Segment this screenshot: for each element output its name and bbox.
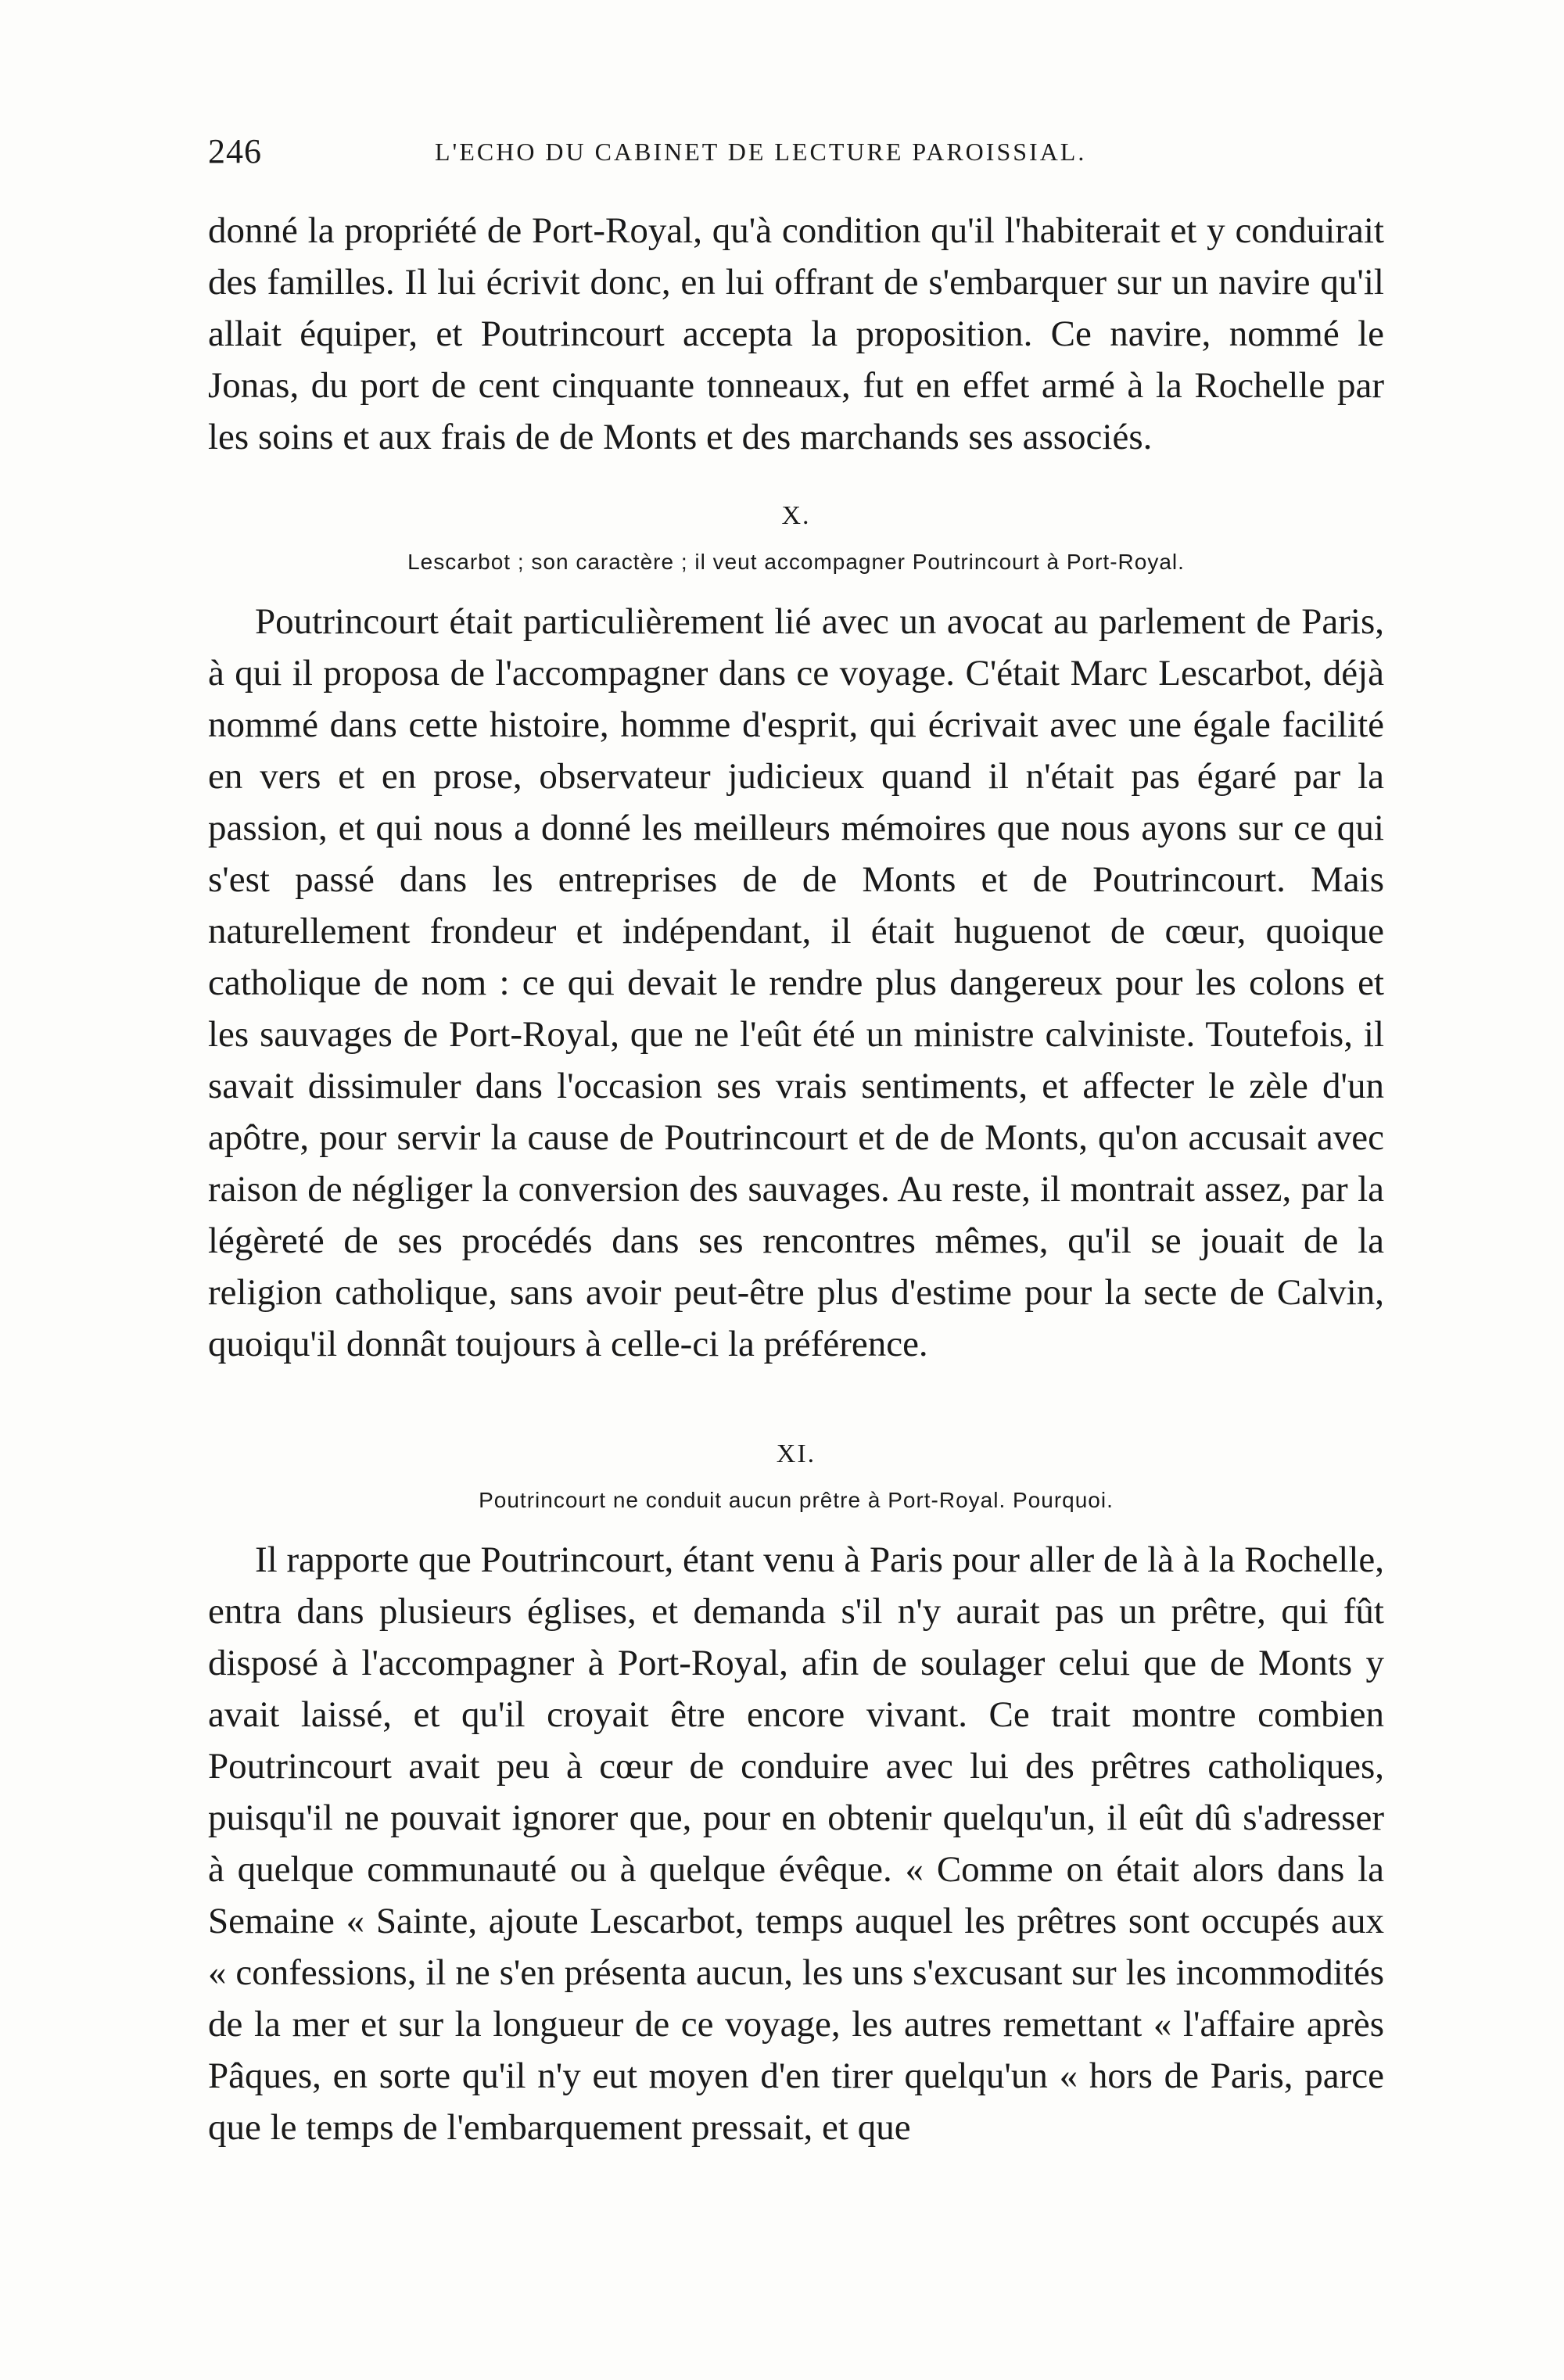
section-gap	[208, 1370, 1384, 1401]
page-body	[208, 205, 1384, 2153]
page-number: 246	[208, 132, 262, 170]
section-xi-summary: Poutrincourt ne conduit aucun prêtre à Port-Royal. Pourquoi.	[479, 1488, 1114, 1512]
running-title: L'ECHO DU CABINET DE LECTURE PAROISSIAL.	[435, 138, 1087, 166]
intro-paragraph: donné la propriété de Port-Royal, qu'à condition qu'il l'habiterait et y conduirait des familles. Il lui écrivit donc, en lui offrant de s'embarquer sur un navire qu'il allait équiper, et Poutrincourt accepta la proposition. Ce navire, nommé le Jonas, du port de cent cinquante tonneaux, fut en effet armé à la Rochelle par les soins et aux frais de de Monts et des marchands ses associés.	[208, 210, 1384, 457]
section-xi-paragraph: Il rapporte que Poutrincourt, étant venu à Paris pour aller de là à la Rochelle, entra dans plusieurs églises, et demanda s'il n'y aurait pas un prêtre, qui fût disposé à l'accompagner à Port-Royal, afin de soulager celui que de Monts y avait laissé, et qu'il croyait être encore vivant. Ce trait montre combien Poutrincourt avait peu à cœur de conduire avec lui des prêtres catholiques, puisqu'il ne pouvait ignorer que, pour en obtenir quelqu'un, il eût dû s'adresser à quelque communauté ou à quelque évêque. « Comme on était alors dans la Semaine « Sainte, ajoute Lescarbot, temps auquel les prêtres sont occupés aux « confessions, il ne s'en présenta aucun, les uns s'excusant sur les incommodités de la mer et sur la longueur de ce voyage, les autres remettant « l'affaire après Pâques, en sorte qu'il n'y eut moyen d'en tirer quelqu'un « hors de Paris, parce que le temps de l'embarquement pressait, et que	[208, 1539, 1384, 2148]
section-x-paragraph: Poutrincourt était particulièrement lié avec un avocat au parlement de Paris, à qui il proposa de l'accompagner dans ce voyage. C'était Marc Lescarbot, déjà nommé dans cette histoire, homme d'esprit, qui écrivait avec une égale facilité en vers et en prose, observateur judicieux quand il n'était pas égaré par la passion, et qui nous a donné les meilleurs mémoires que nous ayons sur ce qui s'est passé dans les entreprises de de Monts et de Poutrincourt. Mais naturellement frondeur et indépendant, il était huguenot de cœur, quoique catholique de nom : ce qui devait le rendre plus dangereux pour les colons et les sauvages de Port-Royal, que ne l'eût été un ministre calviniste. Toutefois, il savait dissimuler dans l'occasion ses vrais sentiments, et affecter le zèle d'un apôtre, pour servir la cause de Poutrincourt et de de Monts, qu'on accusait avec raison de négliger la conversion des sauvages. Au reste, il montrait assez, par la légèreté de ses procédés dans ses rencontres mêmes, qu'il se jouait de la religion catholique, sans avoir peut-être plus d'estime pour la secte de Calvin, quoiqu'il donnât toujours à celle-ci la préférence.	[208, 601, 1384, 1364]
page-header	[208, 131, 1384, 178]
section-x-summary: Lescarbot ; son caractère ; il veut accompagner Poutrincourt à Port-Royal.	[407, 550, 1185, 574]
section-xi-number: XI.	[776, 1439, 816, 1468]
section-x-number: X.	[781, 501, 811, 530]
